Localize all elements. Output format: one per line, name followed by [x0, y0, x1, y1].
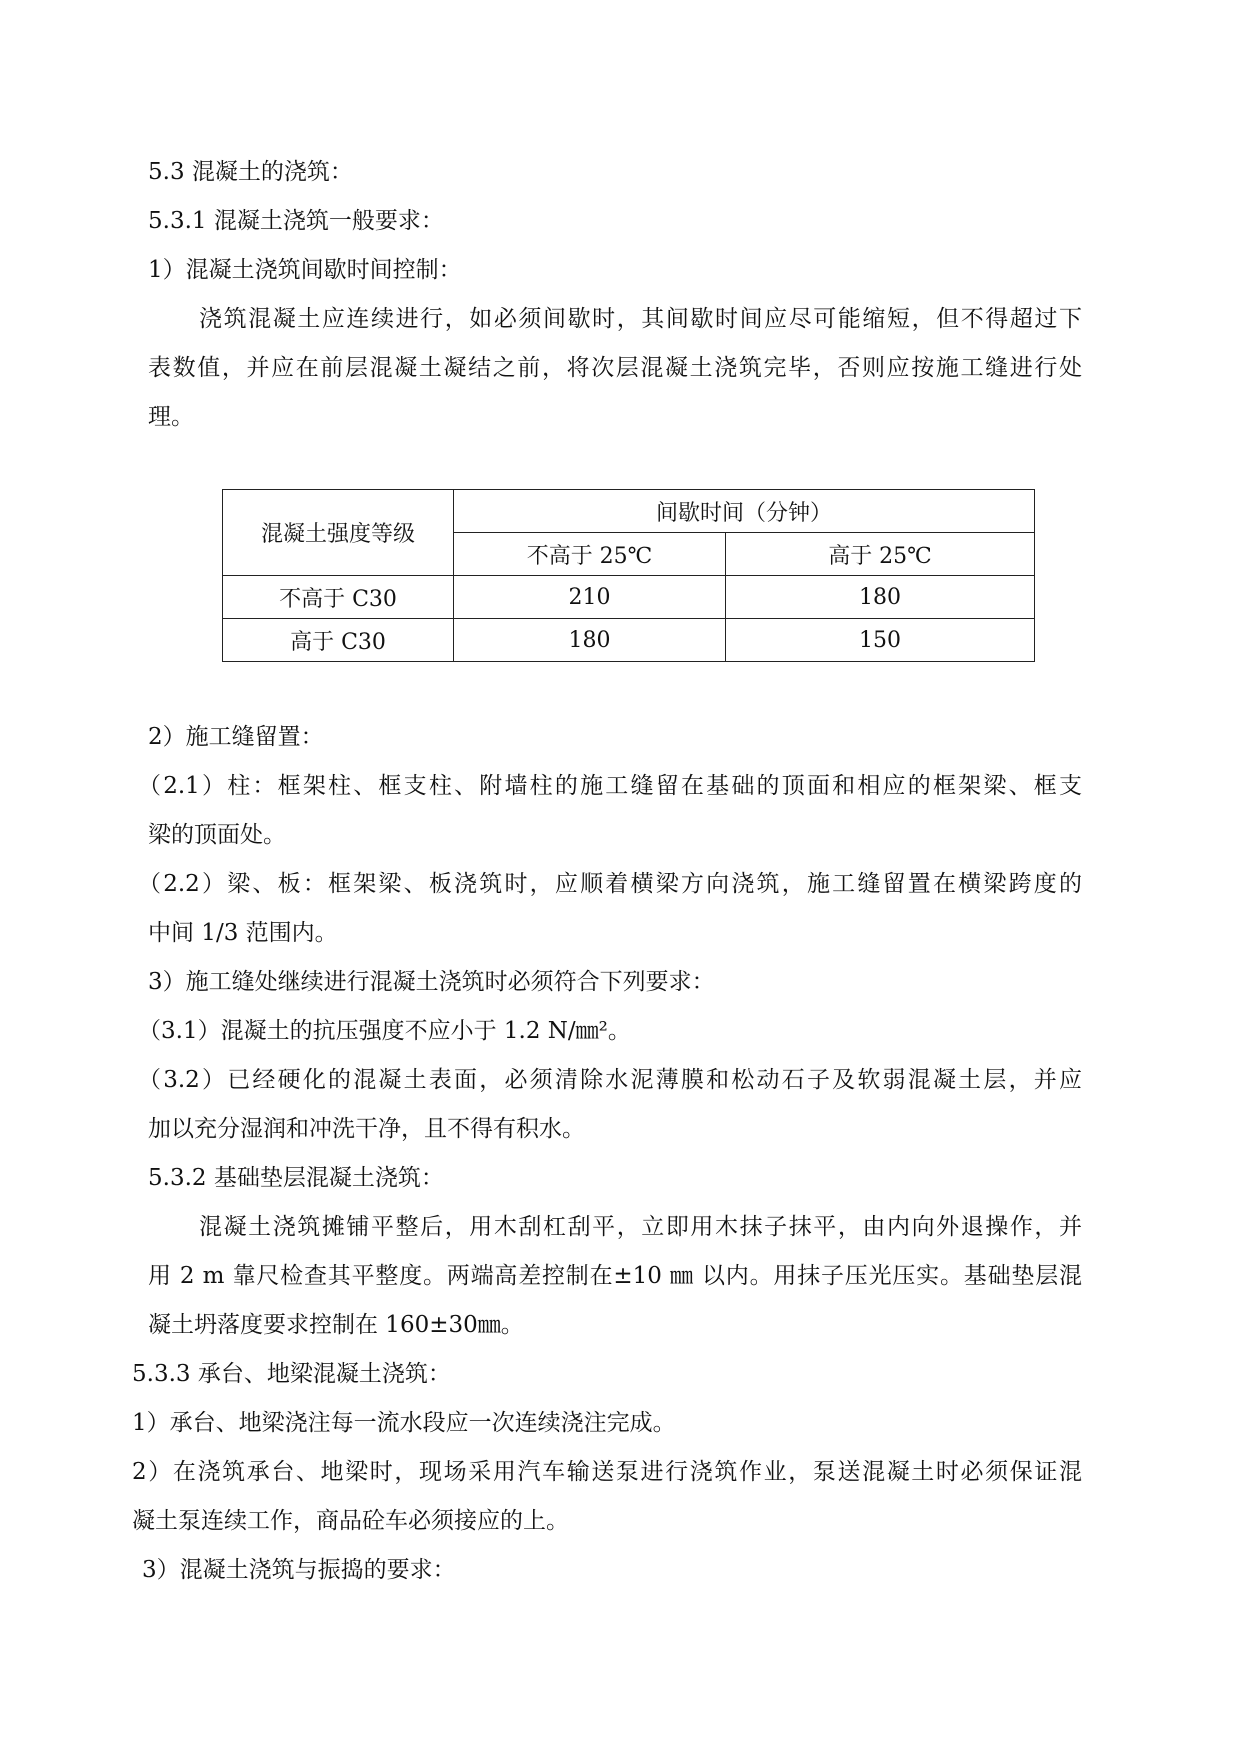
- paragraph-line: 梁的顶面处。: [148, 822, 286, 848]
- paragraph-line: 3）混凝土浇筑与振捣的要求：: [142, 1557, 456, 1583]
- paragraph-line: （2.1）柱：框架柱、框支柱、附墙柱的施工缝留在基础的顶面和相应的框架梁、框支: [138, 773, 1082, 799]
- table-row: [223, 576, 1035, 619]
- heading-5-3-3: 5.3.3 承台、地梁混凝土浇筑：: [132, 1361, 451, 1387]
- paragraph-line: 中间 1/3 范围内。: [148, 920, 338, 946]
- paragraph-line: （3.1）混凝土的抗压强度不应小于 1.2 N/㎜²。: [138, 1018, 631, 1044]
- item-1-title: 1）混凝土浇筑间歇时间控制：: [148, 257, 462, 283]
- header-interval-time: 间歇时间（分钟）: [454, 490, 1035, 533]
- cell-low-temp: 180: [454, 619, 726, 662]
- table-row: [223, 619, 1035, 662]
- table-header-row: [223, 490, 1035, 533]
- paragraph-line: 用 2 m 靠尺检查其平整度。两端高差控制在±10 ㎜ 以内。用抹子压光压实。基础垫层混: [148, 1263, 1082, 1289]
- interval-time-table: [222, 489, 1035, 662]
- header-strength-grade: 混凝土强度等级: [223, 490, 454, 576]
- paragraph-line: （3.2）已经硬化的混凝土表面，必须清除水泥薄膜和松动石子及软弱混凝土层，并应: [138, 1067, 1082, 1093]
- paragraph-line: 1）承台、地梁浇注每一流水段应一次连续浇注完成。: [132, 1410, 676, 1436]
- cell-grade: 不高于 C30: [223, 576, 454, 619]
- paragraph-line: 加以充分湿润和冲洗干净，且不得有积水。: [148, 1116, 585, 1142]
- cell-high-temp: 180: [726, 576, 1035, 619]
- paragraph-line: 凝土泵连续工作，商品砼车必须接应的上。: [132, 1508, 569, 1534]
- item-3-title: 3）施工缝处继续进行混凝土浇筑时必须符合下列要求：: [148, 969, 715, 995]
- paragraph-line: 浇筑混凝土应连续进行，如必须间歇时，其间歇时间应尽可能缩短，但不得超过下: [199, 306, 1082, 332]
- paragraph-line: 凝土坍落度要求控制在 160±30㎜。: [148, 1312, 524, 1338]
- heading-5-3-1: 5.3.1 混凝土浇筑一般要求：: [148, 208, 444, 234]
- subheader-not-above-25c: 不高于 25℃: [454, 533, 726, 576]
- subheader-above-25c: 高于 25℃: [726, 533, 1035, 576]
- paragraph-line: （2.2）梁、板：框架梁、板浇筑时，应顺着横梁方向浇筑，施工缝留置在横梁跨度的: [138, 871, 1082, 897]
- cell-high-temp: 150: [726, 619, 1035, 662]
- cell-grade: 高于 C30: [223, 619, 454, 662]
- heading-5-3-2: 5.3.2 基础垫层混凝土浇筑：: [148, 1165, 444, 1191]
- paragraph-line: 理。: [148, 404, 194, 430]
- cell-low-temp: 210: [454, 576, 726, 619]
- heading-5-3: 5.3 混凝土的浇筑：: [148, 159, 353, 185]
- paragraph-line: 表数值，并应在前层混凝土凝结之前，将次层混凝土浇筑完毕，否则应按施工缝进行处: [148, 355, 1082, 381]
- paragraph-line: 混凝土浇筑摊铺平整后，用木刮杠刮平，立即用木抹子抹平，由内向外退操作，并: [199, 1214, 1082, 1240]
- item-2-title: 2）施工缝留置：: [148, 724, 324, 750]
- paragraph-line: 2）在浇筑承台、地梁时，现场采用汽车输送泵进行浇筑作业，泵送混凝土时必须保证混: [132, 1459, 1082, 1485]
